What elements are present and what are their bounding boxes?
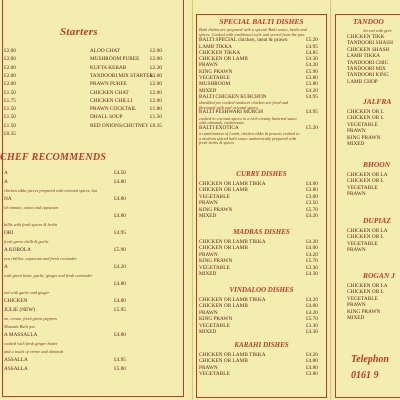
item-name: CHICKEN OR LAMB (199, 245, 248, 252)
item-name: CHICKEN OR LAMB (199, 56, 248, 63)
item-name: VEGETABLE (199, 322, 230, 329)
balti-intro-text: spices. Cooked with traditional style and served from the pan. (199, 31, 306, 37)
dupiaza-item: CHICKEN OR LA (347, 228, 388, 234)
bhoona-item: VEGETABLE (347, 184, 378, 191)
chef-item-description: cooked with fresh ginger butter (4, 341, 58, 346)
rogan-item: MIXED (347, 315, 365, 321)
tandoori-item: TANDOORI CHIC (347, 59, 389, 66)
dupiaza-item: VEGETABLE (347, 240, 378, 247)
balti-item-description: shredded pre cooked tandoori chicken stir fried and (199, 100, 289, 106)
item-price: £4.80 (114, 196, 126, 202)
item-name: LAMB TIKKA (199, 43, 233, 50)
item-price: £3.00 (306, 193, 318, 200)
jalfrezi-item: MIXED (347, 141, 365, 147)
item-price: £4.30 (306, 271, 318, 277)
bhoona-item: CHICKEN OR LA (347, 172, 388, 178)
item-name: PRAWN (199, 200, 218, 207)
item-price: £2.00 (150, 81, 162, 88)
item-name: VEGETABLE (199, 193, 230, 200)
chef-item-description: fresh green chilli & garlic (4, 239, 49, 244)
item-price: £3.50 (306, 200, 318, 207)
tandoori-item: LAMB CHOP (347, 78, 378, 85)
item-price: £4.80 (306, 358, 318, 365)
item-name: CHICKEN OR LAMB TIKKA (199, 239, 266, 245)
item-name: ASSALLA (4, 366, 28, 372)
item-price: £3.80 (306, 81, 318, 88)
starter-left-price: £2.00 (4, 81, 16, 88)
item-name: MUSHROOM (199, 81, 231, 88)
item-price: £3.80 (306, 371, 318, 378)
item-name: BALTI CHICKEN KURCHON (199, 93, 267, 100)
item-name: RED ONIONS/CHUTNEY (90, 122, 149, 129)
item-price: £2.30 (150, 64, 162, 71)
item-price: £3.30 (306, 264, 318, 271)
item-name: A KOROLA (4, 247, 31, 253)
item-price: £4.30 (306, 56, 318, 63)
item-price: £4.80 (114, 298, 126, 304)
item-name: KUFTA KEBAB (90, 64, 127, 71)
item-name: A (4, 264, 8, 270)
jalfrezi-item: VEGETABLE (347, 121, 378, 128)
chef-recommends-title: CHEF RECOMMENDS (0, 152, 107, 163)
balti-item-description: a medium spiced balti sauce authentically prepared with (199, 135, 297, 141)
balti-item-description: with almonds, cashewnuts (199, 120, 244, 126)
jalfrezi-title: JALFRA (363, 97, 392, 106)
item-price: £1.50 (150, 114, 162, 121)
balti-item-description: flavoured with real oriental spices (199, 104, 258, 110)
item-price: £3.00 (150, 72, 162, 79)
item-name: PRAWN PUREE (90, 81, 127, 88)
item-name: KING PRAWN (199, 316, 233, 323)
item-price: £5.20 (306, 37, 318, 44)
rogan-item: CHICKEN OR L (347, 289, 384, 296)
item-name: KING PRAWN (199, 206, 233, 213)
section-title: MADRAS DISHES (233, 228, 290, 236)
item-name: ASSALLA (4, 357, 28, 363)
telephone-number: 0161 9 (351, 370, 379, 381)
balti-title: SPECIAL BALTI DISHES (219, 17, 304, 26)
item-price: £4.95 (306, 93, 318, 100)
item-price: £2.00 (150, 97, 162, 104)
starter-left-price: £0.35 (4, 131, 16, 137)
item-price: £3.80 (306, 75, 318, 81)
chef-item-description: chicken tikka pieces prepared with oriental spices, hot (4, 188, 98, 193)
item-price: £2.00 (150, 56, 162, 63)
tandoori-item: LAMB TIKKA (347, 53, 381, 60)
tandoori-title: TANDOO (353, 17, 384, 26)
item-price: £4.95 (306, 109, 318, 116)
item-name: TANDOORI MIX STARTER (90, 72, 153, 79)
item-price: £4.00 (306, 245, 318, 252)
dupiaza-item: PRAWN (347, 247, 366, 254)
item-price: £4.50 (114, 170, 126, 176)
section-title: KARAHI DISHES (234, 341, 289, 349)
jalfrezi-item: PRAWN (347, 128, 366, 135)
item-name: VEGETABLE (199, 371, 230, 378)
item-name: BALTI PESHWARI MURGH (199, 109, 263, 116)
item-name: A (4, 179, 8, 185)
item-price: £4.30 (306, 329, 318, 335)
item-name: ORI (4, 230, 14, 236)
item-name: PRAWN (199, 309, 218, 316)
starter-left-price: £1.50 (4, 106, 16, 113)
balti-intro-text: Balti dishes are prepared with a special Balti sauce, herbs and (199, 27, 307, 32)
starter-left-price: £2.00 (4, 72, 16, 79)
item-name: KING PRAWN (199, 68, 233, 75)
rogan-item: VEGETABLE (347, 295, 378, 302)
jalfrezi-item: KING PRAWN (347, 134, 381, 141)
item-price: £5.70 (306, 258, 318, 265)
item-price: £4.20 (306, 251, 318, 258)
item-price: £5.80 (114, 366, 126, 372)
rogan-item: PRAWN (347, 302, 366, 309)
item-price: £5.20 (306, 124, 318, 131)
item-name: PRAWN (199, 62, 218, 69)
section-title: VINDALOO DISHES (229, 286, 294, 294)
item-name: VEGETABLE (199, 264, 230, 271)
balti-item-description: cooked in coconut spices in a rich creamy buttered sauce (199, 115, 298, 121)
item-name: CHICKEN TIKKA (199, 49, 241, 56)
item-name: CHICKEN CHILLI (90, 97, 133, 104)
bhoona-item: CHICKEN OR L (347, 178, 384, 185)
item-price: £4.00 (306, 303, 318, 310)
tandoori-note: Served with gree (363, 28, 392, 33)
chef-item-description: red with garlic and ginger (4, 290, 50, 295)
item-price: £4.80 (114, 332, 126, 338)
tandoori-item: CHICKEN TIKK (347, 34, 385, 40)
item-price: £4.95 (114, 357, 126, 363)
starter-left-price: £2.00 (4, 56, 16, 63)
balti-item-description: fresh herbs & spices (199, 140, 235, 146)
bhoona-item: PRAWN (347, 191, 366, 198)
chef-item-description: ith tomato, onion and capsicum (4, 205, 59, 210)
item-price: £5.70 (306, 206, 318, 213)
item-name: MIXED (199, 329, 217, 335)
chef-item-description: Massala Balti pot. (4, 324, 36, 329)
item-name: CHICKEN OR LAMB TIKKA (199, 297, 266, 303)
item-price: £4.20 (114, 264, 126, 270)
chef-item-description: on, cream, fresh green peppers (4, 316, 57, 321)
item-price: £4.80 (114, 179, 126, 185)
chef-item-description: with green bean, garlic, ginger and fresh coriander (4, 273, 93, 278)
tandoori-item: TANDOORI MIX (347, 66, 386, 72)
item-name: CHICKEN OR LAMB (199, 187, 248, 194)
dupiaza-title: DUPIAZ (363, 216, 391, 225)
rogan-item: KING PRAWN (347, 308, 381, 315)
jalfrezi-item: CHICKEN OR L (347, 109, 384, 115)
item-name: DHALL SOUP (90, 114, 123, 121)
item-price: £5.70 (306, 316, 318, 323)
item-name: MUSHROOM PUREE (90, 56, 140, 63)
item-name: PRAWN COCKTAIL (90, 106, 137, 113)
starters-title: Starters (60, 26, 98, 38)
item-name: NA (4, 196, 12, 202)
item-price: £4.20 (306, 239, 318, 245)
item-name: CHICKEN OR LAMB (199, 358, 248, 365)
starter-left-price: £1.50 (4, 122, 16, 129)
item-name: A (4, 170, 8, 176)
item-price: £2.00 (150, 89, 162, 96)
item-price: £4.00 (306, 181, 318, 187)
item-name: PRAWN (199, 251, 218, 258)
telephone-label: Telephon (351, 354, 389, 365)
bhoona-title: BHOON (363, 160, 391, 169)
item-price: £4.20 (306, 87, 318, 94)
rogan-item: CHICKEN OR LA (347, 283, 388, 289)
starter-left-price: £1.50 (4, 114, 16, 121)
item-name: CHICKEN (4, 298, 28, 304)
item-price: £5.90 (114, 247, 126, 253)
starter-left-price: £1.75 (4, 97, 16, 104)
item-name: CHICKEN CHAT (90, 89, 129, 96)
item-name: VEGETABLE (199, 75, 230, 81)
item-price: £4.80 (306, 364, 318, 371)
item-name: BALTI SPECIAL chicken, meat & prawn (199, 37, 288, 44)
item-price: £4.20 (306, 352, 318, 358)
balti-item-description: a combination of Lamb, chicken tikka & prawns cooked in (199, 131, 300, 137)
dupiaza-item: CHICKEN OR L (347, 234, 384, 241)
rogan-title: ROGAN J (363, 271, 395, 280)
item-name: MIXED (199, 271, 217, 277)
item-price: £4.20 (306, 309, 318, 316)
item-price: £5.90 (306, 68, 318, 75)
item-name: ALOO CHAT (90, 48, 120, 54)
chef-item-description: and a touch of creme and almonds (4, 349, 64, 354)
starter-left-price: £1.50 (4, 89, 16, 96)
item-price: £3.30 (306, 322, 318, 329)
tandoori-item: TANDOORI KING (347, 72, 389, 79)
item-name: PRAWN (199, 364, 218, 371)
item-price: £3.80 (306, 187, 318, 194)
chef-item-description: een chillies, capsicum and fresh coriander (4, 256, 77, 261)
chef-item-description: hillis with fresh spices & herbs (4, 222, 58, 227)
item-name: CHICKEN OR LAMB TIKKA (199, 352, 266, 358)
item-name: A MASSALLA (4, 332, 38, 338)
item-name: MIXED (199, 87, 217, 94)
item-price: £2.00 (150, 48, 162, 54)
item-name: CHICKEN OR LAMB (199, 303, 248, 310)
starter-left-price: £2.00 (4, 48, 16, 54)
middle-menu-panel (192, 0, 331, 400)
item-price: £4.95 (114, 230, 126, 236)
left-menu-panel (0, 0, 188, 400)
item-price: £1.80 (150, 106, 162, 113)
item-name: KING PRAWN (199, 258, 233, 265)
starter-left-price: £2.00 (4, 64, 16, 71)
item-price: £4.20 (306, 62, 318, 69)
item-name: BALTI EXOTICA (199, 124, 239, 131)
item-price: £4.20 (306, 213, 318, 219)
item-price: £4.95 (306, 43, 318, 50)
item-price: £4.80 (114, 213, 126, 219)
jalfrezi-item: CHICKEN OR L (347, 115, 384, 122)
item-name: MIXED (199, 213, 217, 219)
tandoori-item: TANDOORI SHASH (347, 40, 393, 47)
item-price: £4.85 (306, 49, 318, 56)
right-menu-panel (333, 0, 400, 400)
item-price: £0.35 (150, 122, 162, 129)
item-price: £4.80 (114, 281, 126, 287)
item-price: £4.20 (306, 297, 318, 303)
section-title: CURRY DISHES (236, 170, 287, 178)
tandoori-item: CHICKEN SHASH (347, 46, 390, 53)
item-name: CHICKEN OR LAMB TIKKA (199, 181, 266, 187)
item-name: JULIE (NEW) (4, 307, 36, 313)
item-price: £5.95 (114, 307, 126, 313)
